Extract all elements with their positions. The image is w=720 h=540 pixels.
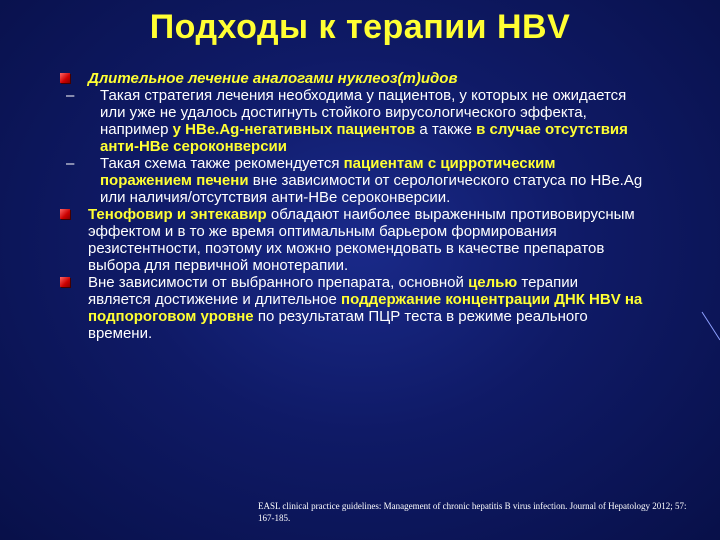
sub-item-1: [66, 87, 643, 155]
dash-marker: –: [66, 155, 75, 172]
square-bullet-icon: [60, 209, 70, 219]
sub-item-2: [66, 155, 643, 206]
bullet-item-1: [58, 70, 643, 87]
bullet-item-2: [58, 206, 643, 274]
bullet-3-highlight-1: целью: [468, 274, 518, 291]
bullet-3-text-1: Вне зависимости от выбранного препарата, основной: [88, 274, 469, 291]
bullet-1-heading: Длительное лечение аналогами нуклеоз(т)идов: [88, 70, 458, 87]
bullet-3-text-3: по результатам ПЦР теста в режиме реального времени.: [88, 308, 588, 342]
sub-1-text-2: а также: [415, 121, 477, 138]
slide-content: [58, 70, 643, 342]
reference-citation: EASL clinical practice guidelines: Management of chronic hepatitis B virus infection. Journal of Hepatology 2012; 57: 167-185.: [258, 501, 687, 523]
sub-1-text: Такая стратегия лечения необходима у пациентов, у которых не ожидается или уже не удалось достигнуть стойкого вирусологического эффекта, например: [100, 87, 627, 138]
square-bullet-icon: [60, 73, 70, 83]
bullet-item-3: [58, 274, 643, 342]
sub-1-highlight-2: в случае отсутствия анти-HBe сероконверсии: [100, 121, 628, 155]
sub-1-highlight-1: у HBe.Ag-негативных пациентов: [172, 121, 416, 138]
sub-2-highlight: пациентам с цирротическим поражением печени: [100, 155, 556, 189]
decorative-line: [700, 310, 720, 350]
square-bullet-icon: [60, 277, 70, 287]
bullet-2-text: обладают наиболее выраженным противовирусным эффектом и в то же время оптимальным барьером формирования резистентности, поэтому их можно рекомендовать в качестве препаратов выбора для первичной монотерапии.: [88, 206, 635, 274]
sub-2-text: Такая схема также рекомендуется: [100, 155, 344, 172]
slide-title: Подходы к терапии HBV: [149, 8, 571, 46]
sub-2-text-2: вне зависимости от серологического статуса по HBe.Ag или наличия/отсутствия анти-HBe сероконверсии.: [100, 172, 643, 206]
bullet-2-highlight: Тенофовир и энтекавир: [88, 206, 267, 223]
dash-marker: –: [66, 87, 75, 104]
bullet-3-highlight-2: поддержание концентрации ДНК HBV на подпороговом уровне: [88, 291, 643, 325]
bullet-3-text-2: терапии является достижение и длительное: [88, 274, 578, 308]
